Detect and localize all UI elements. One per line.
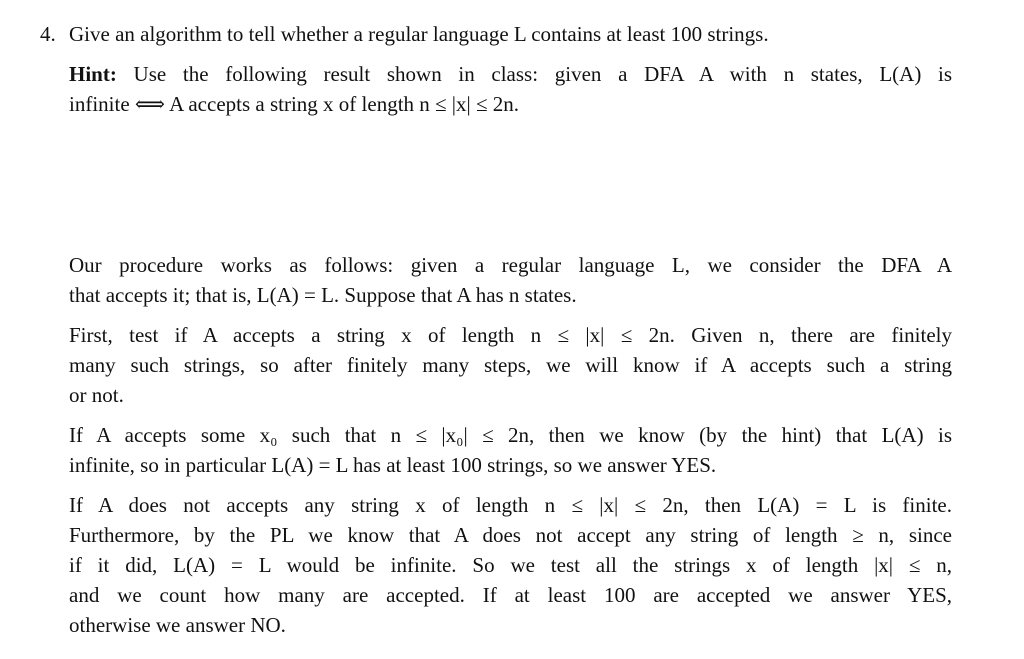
answer-paragraph-3 <box>69 421 952 481</box>
paragraph-line: First, test if A accepts a string x of length n ≤ |x| ≤ 2n. Given n, there are finitely <box>69 323 952 347</box>
problem-statement <box>69 20 952 50</box>
problem-number: 4. <box>40 22 56 46</box>
paragraph-line: otherwise we answer NO. <box>69 613 286 637</box>
hint-text-line-2: infinite ⟺ A accepts a string x of length n ≤ |x| ≤ 2n. <box>69 92 519 116</box>
paragraph-line: many such strings, so after finitely many steps, we will know if A accepts such a string <box>69 353 952 377</box>
hint-block <box>69 60 952 120</box>
paragraph-line: Our procedure works as follows: given a regular language L, we consider the DFA A <box>69 253 952 277</box>
paragraph-line: or not. <box>69 383 124 407</box>
hint-label: Hint: <box>69 62 117 86</box>
paragraph-line: that accepts it; that is, L(A) = L. Suppose that A has n states. <box>69 283 577 307</box>
hint-line <box>69 60 952 90</box>
problem-statement-text: Give an algorithm to tell whether a regular language L contains at least 100 strings. <box>69 22 769 46</box>
paragraph-line: and we count how many are accepted. If at least 100 are accepted we answer YES, <box>69 583 952 607</box>
answer-paragraph-1 <box>69 251 952 311</box>
paragraph-line: if it did, L(A) = L would be infinite. So we test all the strings x of length |x| ≤ n, <box>69 553 952 577</box>
answer-paragraph-4 <box>69 491 952 641</box>
paragraph-line: Furthermore, by the PL we know that A does not accept any string of length ≥ n, since <box>69 523 952 547</box>
answer-paragraph-2 <box>69 321 952 411</box>
hint-text-line-1: Use the following result shown in class: given a DFA A with n states, L(A) is <box>133 62 952 86</box>
paragraph-line: infinite, so in particular L(A) = L has at least 100 strings, so we answer YES. <box>69 453 717 477</box>
paragraph-line: If A accepts some x₀ such that n ≤ |x₀| ≤ 2n, then we know (by the hint) that L(A) is <box>69 423 952 447</box>
paragraph-line: If A does not accepts any string x of length n ≤ |x| ≤ 2n, then L(A) = L is finite. <box>69 493 952 517</box>
